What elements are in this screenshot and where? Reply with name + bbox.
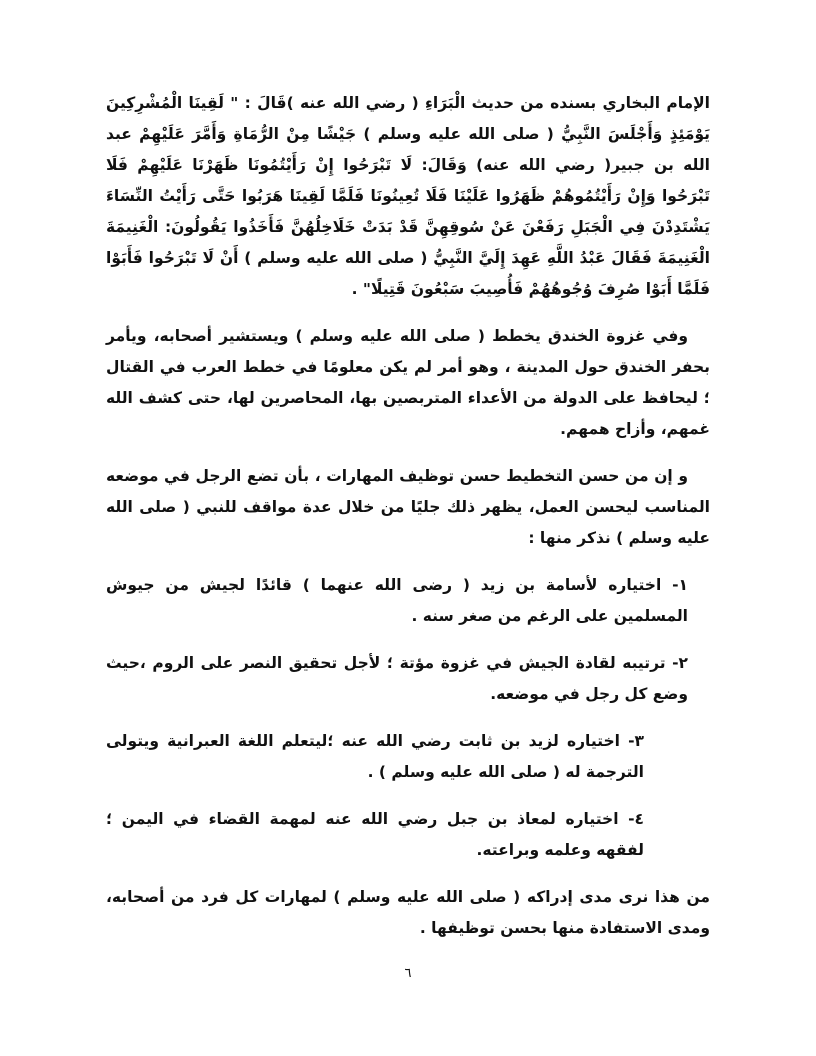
page-body: [106, 88, 710, 960]
hadith-paragraph: الإمام البخاري بسنده من حديث الْبَرَاءِ ( رضي الله عنه )قَالَ : " لَقِينَا الْمُشْرِكِينَ يَوْمَئِذٍ وَأَجْلَسَ النَّبِيُّ ( صلى الله عليه وسلم ) جَيْشًا مِنْ الرُّمَاةِ وَأَمَّرَ عَلَيْهِمْ عبد الله بن جبير( رضي الله عنه) وَقَالَ: لَا تَبْرَحُوا إِنْ رَأَيْتُمُونَا ظَهَرْنَا عَلَيْهِمْ فَلَا تَبْرَحُوا وَإِنْ رَأَيْتُمُوهُمْ ظَهَرُوا عَلَيْنَا فَلَا تُعِينُونَا فَلَمَّا لَقِينَا هَرَبُوا حَتَّى رَأَيْتُ النِّسَاءَ يَشْتَدِدْنَ فِي الْجَبَلِ رَفَعْنَ عَنْ سُوقِهِنَّ قَدْ بَدَتْ خَلَاخِلُهُنَّ فَأَخَذُوا يَقُولُونَ: الْغَنِيمَةَ الْغَنِيمَةَ فَقَالَ عَبْدُ اللَّهِ عَهِدَ إِلَيَّ النَّبِيُّ ( صلى الله عليه وسلم ) أَنْ لَا تَبْرَحُوا فَأَبَوْا فَلَمَّا أَبَوْا صُرِفَ وُجُوهُهُمْ فَأُصِيبَ سَبْعُونَ قَتِيلًا" .: [106, 94, 710, 298]
list-item-1: ١- اختياره لأسامة بن زيد ( رضى الله عنهما ) قائدًا لجيش من جيوش المسلمين على الرغم من صغر سنه .: [106, 576, 688, 625]
page-number: ٦: [404, 966, 412, 981]
list-item-4: ٤- اختياره لمعاذ بن جبل رضي الله عنه لمهمة القضاء في اليمن ؛ لفقهه وعلمه وبراعته.: [106, 810, 644, 859]
list-item-2: ٢- ترتيبه لقادة الجيش في غزوة مؤتة ؛ لأجل تحقيق النصر على الروم ،حيث وضع كل رجل في موضعه.: [106, 654, 688, 703]
trench-paragraph: وفي غزوة الخندق يخطط ( صلى الله عليه وسلم ) ويستشير أصحابه، ويأمر بحفر الخندق حول المدينة ، وهو أمر لم يكن معلومًا في خطط العرب في القتال ؛ ليحافظ على الدولة من الأعداء المتربصين بها، المحاصرين لها، حتى كشف الله غمهم، وأزاح همهم.: [106, 327, 710, 438]
list-item-3: ٣- اختياره لزيد بن ثابت رضي الله عنه ؛ليتعلم اللغة العبرانية ويتولى الترجمة له ( صلى الله عليه وسلم ) .: [106, 732, 644, 781]
conclusion-paragraph: من هذا نرى مدى إدراكه ( صلى الله عليه وسلم ) لمهارات كل فرد من أصحابه، ومدى الاستفادة منها بحسن توظيفها .: [106, 888, 710, 937]
skills-intro-paragraph: و إن من حسن التخطيط حسن توظيف المهارات ، بأن تضع الرجل في موضعه المناسب ليحسن العمل، يظهر ذلك جليًا من خلال عدة مواقف للنبي ( صلى الله عليه وسلم ) نذكر منها :: [106, 467, 710, 547]
